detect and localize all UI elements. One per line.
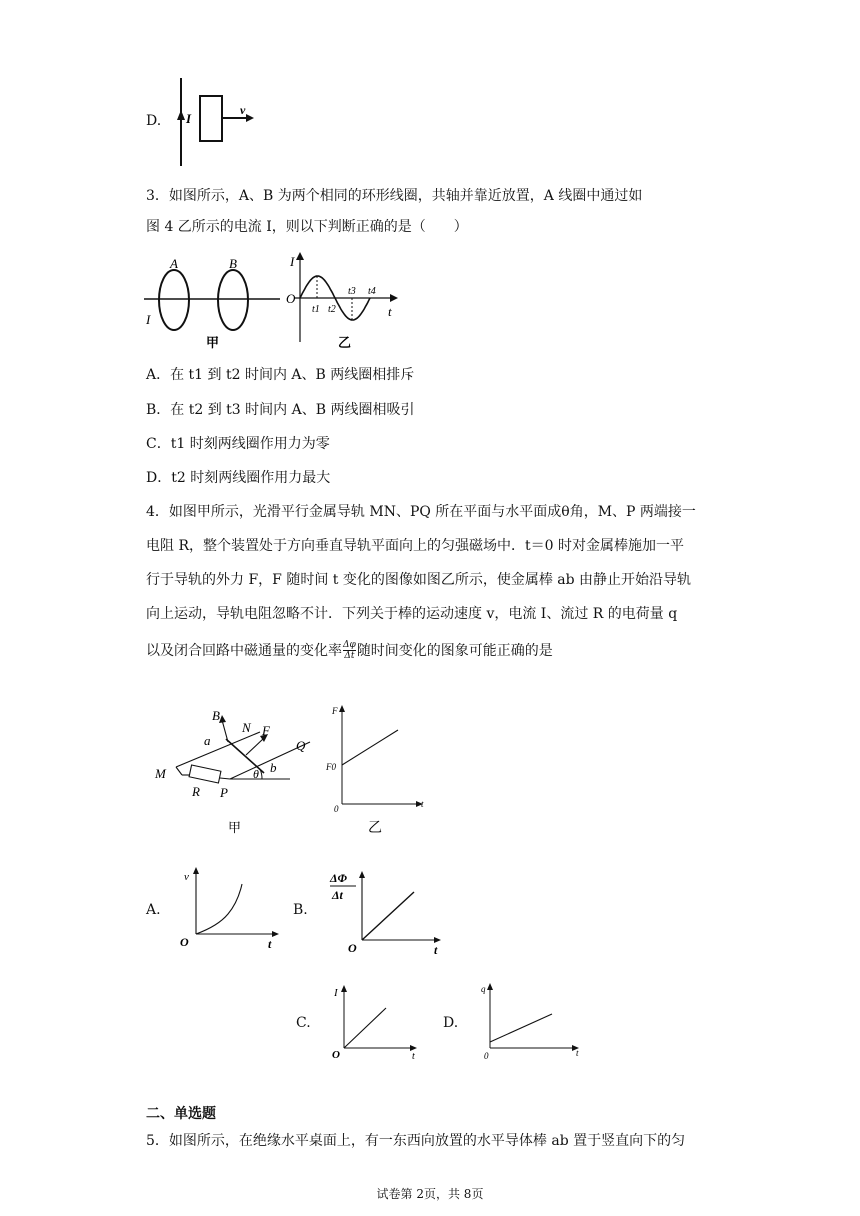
- label-b-end: b: [270, 760, 277, 775]
- fraction-numerator: Δφ: [343, 640, 356, 650]
- label-f0: F0: [326, 762, 336, 772]
- q4-option-b-graph: [328, 866, 448, 956]
- t2-label: t2: [328, 304, 336, 315]
- q4-option-c-graph: [326, 982, 426, 1062]
- y-axis-arrow-icon: [296, 252, 304, 260]
- t3-label: t3: [348, 286, 356, 297]
- q4-option-a-graph: [176, 866, 286, 952]
- q4-stem-line5: [146, 640, 553, 661]
- q3-option-a: A．在 t1 到 t2 时间内 A、B 两线圈相排斥: [146, 367, 415, 383]
- q4-line5-post: 随时间变化的图象可能正确的是: [356, 642, 553, 659]
- q3-figure-yi: [284, 250, 404, 350]
- figure-caption-jia: 甲: [206, 335, 220, 350]
- label-f: F: [262, 723, 270, 738]
- t-axis-arrow-icon: [272, 931, 279, 937]
- label-a: a: [204, 733, 211, 748]
- t-axis-arrow-icon: [390, 294, 398, 302]
- figure-caption-yi: 乙: [338, 335, 352, 350]
- q3-option-c: C．t1 时刻两线圈作用力为零: [146, 436, 330, 452]
- flux-rate-fraction: [343, 640, 356, 661]
- q3-figure-jia: [144, 250, 284, 350]
- q4-line5-pre: 以及闭合回路中磁通量的变化率: [146, 642, 342, 659]
- q4-option-b-label: B.: [293, 902, 308, 918]
- flux-rate-line: [362, 892, 414, 940]
- y-label-denominator: Δt: [332, 888, 343, 902]
- label-p: P: [220, 785, 228, 800]
- velocity-label: v: [240, 103, 246, 117]
- label-r: R: [192, 784, 200, 799]
- q3-stem-line1: 3．如图所示，A、B 为两个相同的环形线圈，共轴并靠近放置，A 线圈中通过如: [146, 188, 643, 204]
- q4-option-c-label: C.: [296, 1015, 311, 1031]
- y-label-numerator: ΔΦ: [330, 871, 347, 885]
- y-axis-arrow-icon: [339, 705, 345, 712]
- charge-line: [490, 1014, 552, 1042]
- q4-stem-line2: 电阻 R，整个装置处于方向垂直导轨平面向上的匀强磁场中．t＝0 时对金属棒施加一平: [146, 538, 684, 554]
- y-axis-arrow-icon: [341, 985, 347, 992]
- t4-label: t4: [368, 286, 376, 297]
- current-arrow-icon: [177, 110, 185, 120]
- q2-option-d-label: D.: [146, 113, 162, 129]
- i-axis-label: I: [290, 254, 295, 269]
- q3-stem-line2: 图 4 乙所示的电流 I，则以下判断正确的是（ ）: [146, 219, 468, 235]
- q2-option-d-figure: [170, 76, 260, 168]
- rectangular-loop: [200, 96, 222, 141]
- rail-mn: [176, 732, 260, 767]
- q4-option-d-label: D.: [443, 1015, 459, 1031]
- t-label: t: [434, 943, 438, 956]
- section-heading: 二、单选题: [146, 1106, 216, 1122]
- origin-label: O: [286, 291, 296, 306]
- t-label: t: [576, 1048, 579, 1058]
- q4-option-d-graph: [476, 980, 586, 1062]
- current-label: I: [186, 111, 192, 126]
- velocity-arrowhead-icon: [246, 114, 254, 122]
- label-b-field: B: [212, 708, 220, 723]
- label-m: M: [155, 766, 166, 781]
- q3-option-b: B．在 t2 到 t3 时间内 A、B 两线圈相吸引: [146, 402, 415, 418]
- current-line: [344, 1008, 386, 1048]
- q4-figure-yi: [320, 700, 440, 840]
- q4-option-a-label: A.: [146, 902, 161, 918]
- t-label: t: [412, 1051, 415, 1062]
- coil-a-label: A: [170, 256, 178, 271]
- q4-stem-line4: 向上运动，导轨电阻忽略不计．下列关于棒的运动速度 v，电流 I、流过 R 的电荷量 q: [146, 606, 678, 622]
- velocity-curve: [196, 884, 242, 934]
- coil-b-label: B: [229, 256, 237, 271]
- origin-label: 0: [484, 1051, 489, 1061]
- t-label: t: [268, 937, 272, 951]
- b-arrow-icon: [219, 715, 226, 723]
- figure-caption-jia: 甲: [228, 820, 242, 835]
- rail-left-end: [176, 767, 182, 775]
- t-axis-label: t: [388, 304, 392, 319]
- force-arrow-f: [246, 738, 264, 755]
- label-n: N: [242, 720, 251, 735]
- q3-option-d: D．t2 时刻两线圈作用力最大: [146, 470, 331, 486]
- y-axis-arrow-icon: [487, 983, 493, 990]
- y-label: I: [334, 987, 338, 999]
- label-theta: θ: [253, 767, 259, 781]
- current-label: I: [146, 312, 151, 327]
- label-q: Q: [296, 738, 306, 753]
- q4-figure-jia: [150, 700, 325, 840]
- q4-stem-line3: 行于导轨的外力 F，F 随时间 t 变化的图像如图乙所示，使金属棒 ab 由静止开始沿导轨: [146, 572, 692, 588]
- page-footer: 试卷第 2页，共 8页: [376, 1187, 484, 1201]
- y-axis-arrow-icon: [193, 867, 199, 874]
- y-label: q: [481, 984, 486, 994]
- origin-label: O: [180, 935, 189, 949]
- origin-label: O: [348, 941, 357, 955]
- q4-stem-line1: 4．如图甲所示，光滑平行金属导轨 MN、PQ 所在平面与水平面成θ角，M、P 两端接一: [146, 504, 696, 520]
- f-line: [342, 730, 398, 765]
- origin-label: 0: [334, 804, 339, 814]
- t1-label: t1: [312, 304, 320, 315]
- label-f: F: [332, 706, 338, 716]
- coil-b: [218, 270, 248, 330]
- y-axis-arrow-icon: [359, 871, 365, 878]
- coil-a: [159, 270, 189, 330]
- resistor-r: [189, 765, 221, 783]
- figure-caption-yi: 乙: [368, 821, 382, 836]
- fraction-denominator: Δt: [344, 651, 355, 661]
- normal-arrow-b: [222, 720, 228, 742]
- t-axis-label: t: [421, 799, 424, 809]
- origin-label: O: [332, 1049, 340, 1061]
- y-label: v: [184, 871, 189, 883]
- q5-stem-line1: 5．如图所示，在绝缘水平桌面上，有一东西向放置的水平导体棒 ab 置于竖直向下的匀: [146, 1133, 686, 1149]
